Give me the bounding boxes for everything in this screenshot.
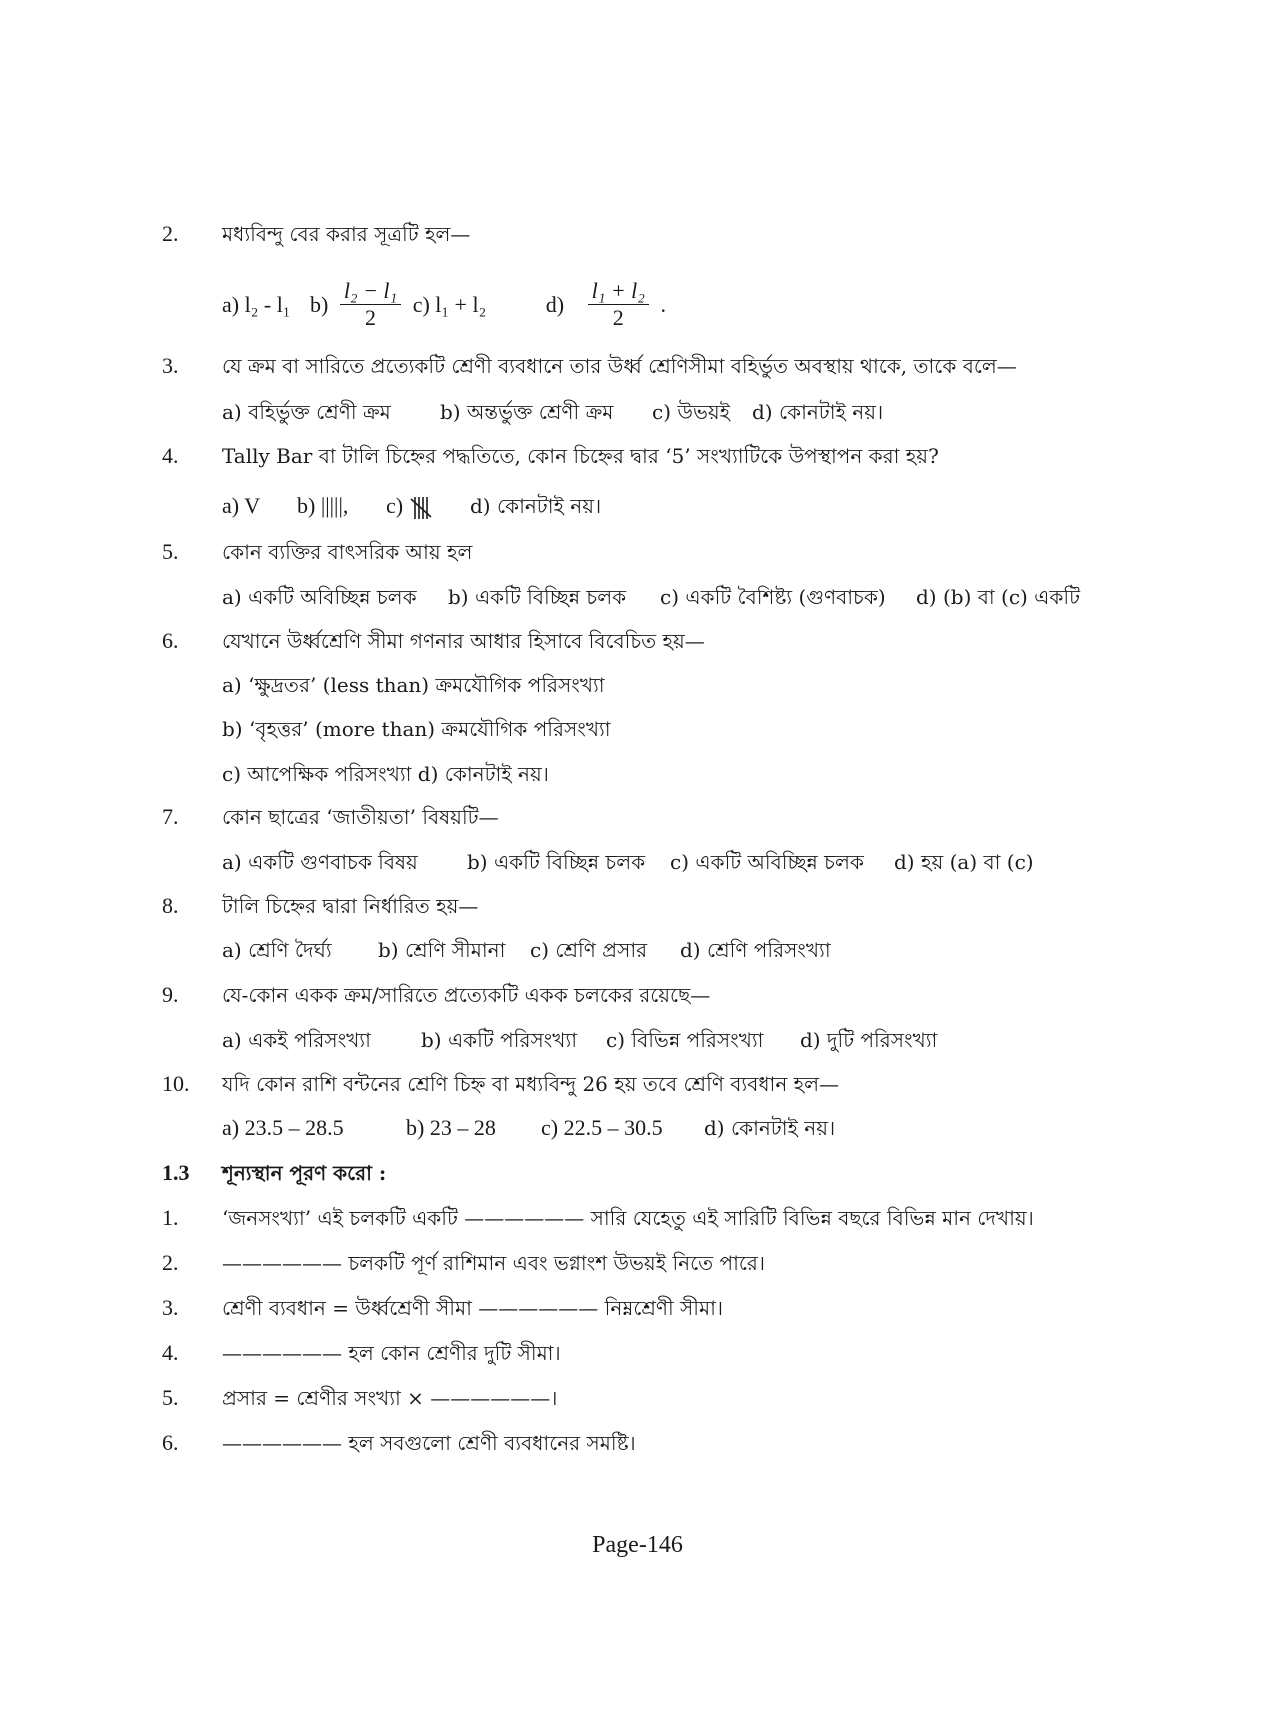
option-a: a) একটি অবিচ্ছিন্ন চলক [222,585,417,609]
option-b: b) একটি বিচ্ছিন্ন চলক [448,585,627,609]
fraction-d [588,278,649,331]
item-number: 6. [162,1430,179,1455]
q7-options [0,842,1275,882]
q6-option-a [0,665,1275,705]
item-text: —————— হল কোন শ্রেণীর দুটি সীমা। [222,1341,561,1365]
option-c: c) শ্রেণি প্রসার [530,938,648,962]
option-c: c) বিভিন্ন পরিসংখ্যা [606,1028,764,1052]
option-b: b) 23 – 28 [406,1115,496,1140]
option-b: b) ‘বৃহত্তর’ (more than) ক্রমযৌগিক পরিসংখ্যা [222,717,611,741]
option-d: d) (b) বা (c) একটি [916,585,1081,609]
fraction-b [340,278,401,331]
option-c [386,486,435,526]
item-text: —————— হল সবগুলো শ্রেণী ব্যবধানের সমষ্টি। [222,1431,636,1455]
question-5 [0,532,1275,572]
option-a: a) শ্রেণি দৈর্ঘ্য [222,938,332,962]
question-number: 10. [162,1071,190,1096]
question-text: টালি চিহ্নের দ্বারা নির্ধারিত হয়— [222,894,479,918]
option-a: a) একটি গুণবাচক বিষয় [222,850,418,874]
question-8 [0,886,1275,926]
question-2 [0,214,1275,254]
q6-option-b [0,709,1275,749]
question-3 [0,346,1275,386]
question-number: 3. [162,353,179,378]
section-number: 1.3 [162,1160,190,1185]
question-text: যেখানে উর্ধ্বশ্রেণি সীমা গণনার আধার হিসাবে বিবেচিত হয়— [222,629,705,653]
q2-options [222,268,1022,338]
option-a: a) একই পরিসংখ্যা [222,1028,371,1052]
fraction-numerator: l₂ − l₁ [340,278,401,305]
option-d: d) কোনটাই নয়। [752,400,884,424]
page-number: Page-146 [592,1532,683,1558]
question-7 [0,797,1275,837]
fill-blank-5 [0,1378,1275,1418]
item-number: 4. [162,1340,179,1365]
fraction-denominator: 2 [612,305,624,331]
item-text: প্রসার = শ্রেণীর সংখ্যা × ——————। [222,1386,558,1410]
question-text: যদি কোন রাশি বন্টনের শ্রেণি চিহ্ন বা মধ্যবিন্দু 26 হয় তবে শ্রেণি ব্যবধান হল— [222,1072,840,1096]
fill-blank-6 [0,1423,1275,1463]
fill-blank-2 [0,1243,1275,1283]
question-text: যে ক্রম বা সারিতে প্রত্যেকটি শ্রেণী ব্যবধানে তার উর্ধ্ব শ্রেণিসীমা বহির্ভুত অবস্থায় থাকে, তাকে বলে— [222,354,1017,378]
fraction-numerator: l₁ + l₂ [588,278,649,305]
option-b: b) একটি বিচ্ছিন্ন চলক [467,850,646,874]
q8-options [0,930,1275,970]
question-number: 9. [162,982,179,1007]
option-a: a) l₂ - l₁ [222,291,291,317]
q5-options [0,577,1275,617]
question-text: মধ্যবিন্দু বের করার সূত্রটি হল— [222,222,471,246]
q6-option-c [0,754,1275,794]
option-d-period: . [660,291,666,317]
q9-options [0,1020,1275,1060]
question-text: যে-কোন একক ক্রম/সারিতে প্রত্যেকটি একক চলকের রয়েছে— [222,983,711,1007]
question-number: 8. [162,893,179,918]
question-number: 5. [162,539,179,564]
section-heading [0,1153,1275,1193]
question-number: 4. [162,443,179,468]
q10-options [0,1108,1275,1148]
option-d: d) কোনটাই নয়। [704,1116,836,1140]
option-c: c) একটি বৈশিষ্ট্য (গুণবাচক) [660,585,886,609]
option-a: a) V [222,493,261,518]
question-10 [0,1064,1275,1104]
option-a: a) 23.5 – 28.5 [222,1115,344,1140]
section-title: শূন্যস্থান পূরণ করো : [222,1161,387,1185]
option-c: c) 22.5 – 30.5 [541,1115,663,1140]
question-9 [0,975,1275,1015]
option-d: d) দুটি পরিসংখ্যা [800,1028,938,1052]
fill-blank-4 [0,1333,1275,1373]
option-b: b) |||||, [297,493,349,518]
question-4 [0,436,1275,476]
question-number: 6. [162,628,179,653]
question-number: 2. [162,221,179,246]
option-b-label: b) [309,291,329,317]
question-text: কোন ছাত্রের ‘জাতীয়তা’ বিষয়টি— [222,805,499,829]
q4-options [0,486,1275,526]
item-number: 5. [162,1385,179,1410]
question-6 [0,621,1275,661]
option-b: b) একটি পরিসংখ্যা [421,1028,577,1052]
option-d: d) কোনটাই নয়। [470,494,602,518]
option-d-label: d) [545,291,565,317]
option-c-label: c) [386,493,404,518]
option-b: b) শ্রেণি সীমানা [378,938,506,962]
option-a: a) বহির্ভুক্ত শ্রেণী ক্রম [222,400,391,424]
item-text: ‘জনসংখ্যা’ এই চলকটি একটি —————— সারি যেহেতু এই সারিটি বিভিন্ন বছরে বিভিন্ন মান দেখায়। [222,1206,1034,1230]
q3-options [0,392,1275,432]
option-d: d) শ্রেণি পরিসংখ্যা [680,938,831,962]
item-text: —————— চলকটি পূর্ণ রাশিমান এবং ভগ্নাংশ উভয়ই নিতে পারে। [222,1251,766,1275]
option-c: c) উভয়ই [652,400,731,424]
fill-blank-1 [0,1198,1275,1238]
option-c: c) আপেক্ষিক পরিসংখ্যা d) কোনটাই নয়। [222,762,549,786]
fill-blank-3 [0,1288,1275,1328]
option-d: d) হয় (a) বা (c) [894,850,1034,874]
fraction-denominator: 2 [365,305,376,331]
item-number: 1. [162,1205,179,1230]
option-a: a) ‘ক্ষুদ্রতর’ (less than) ক্রমযৌগিক পরিসংখ্যা [222,673,605,697]
option-b: b) অন্তর্ভুক্ত শ্রেণী ক্রম [440,400,614,424]
tally-five-icon [409,494,435,522]
item-number: 2. [162,1250,179,1275]
question-text: Tally Bar বা টালি চিহ্নের পদ্ধতিতে, কোন চিহ্নের দ্বার ‘5’ সংখ্যাটিকে উপস্থাপন করা হয়? [222,444,939,468]
option-c: c) l₁ + l₂ [412,291,487,317]
question-text: কোন ব্যক্তির বাৎসরিক আয় হল [222,540,473,564]
item-text: শ্রেণী ব্যবধান = উর্ধ্বশ্রেণী সীমা —————— নিম্নশ্রেণী সীমা। [222,1296,724,1320]
item-number: 3. [162,1295,179,1320]
question-number: 7. [162,804,179,829]
option-c: c) একটি অবিচ্ছিন্ন চলক [670,850,864,874]
